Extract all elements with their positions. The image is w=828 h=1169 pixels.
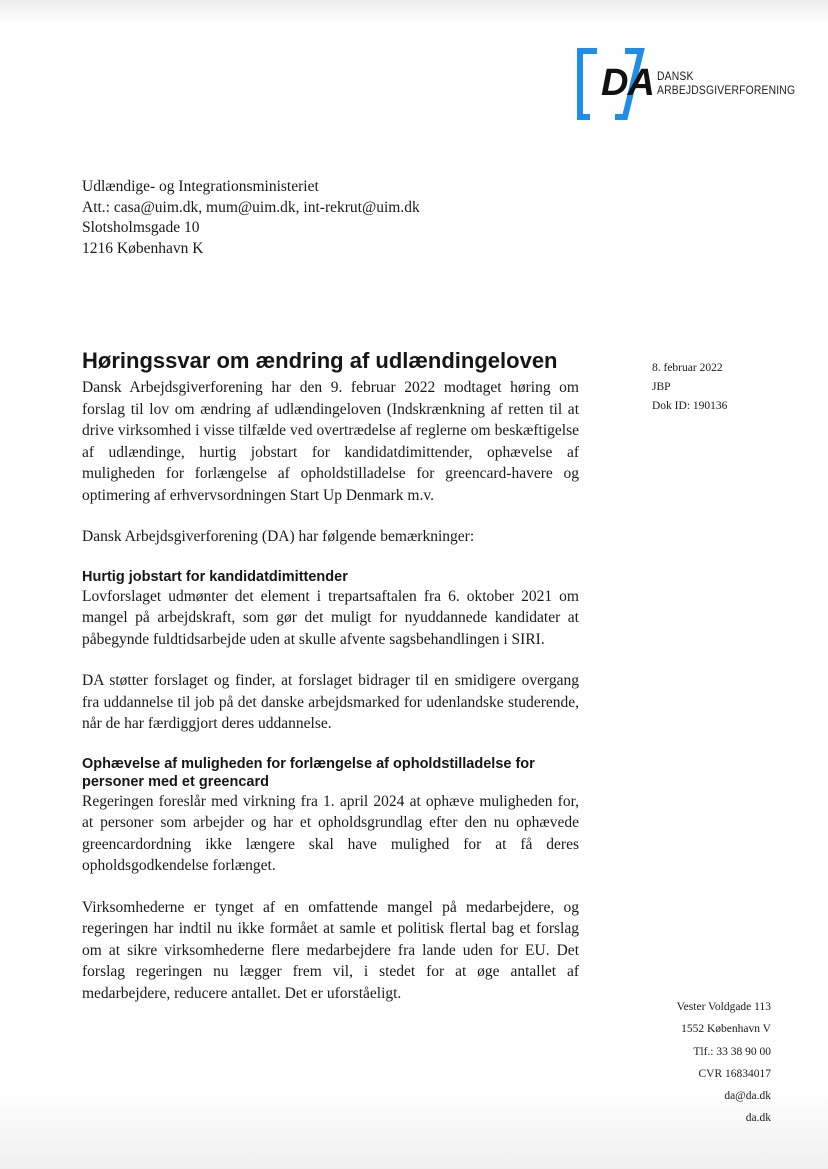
intro-paragraph: Dansk Arbejdsgiverforening har den 9. februar 2022 modtaget høring om forslag til lov om ændring af udlændingeloven (Indskrænkning af retten til at drive virksomhed i visse tilfælde ved overtrædelse af reglerne om beskæftigelse af udlændinge, hurtig jobstart for kandidatdimittender, ophævelse af muligheden for forlængelse af opholdstilladelse for greencard-havere og optimering af erhvervsordningen Start Up Denmark m.v. [82,379,579,504]
recipient-city: 1216 København K [82,239,204,257]
scan-shadow-top [0,0,828,22]
recipient-attention: Att.: casa@uim.dk, mum@uim.dk, int-rekrut@uim.dk [82,198,420,216]
sender-website: da.dk [745,1112,771,1125]
sender-city: 1552 København V [681,1023,771,1036]
section1-heading: Hurtig jobstart for kandidatdimittender [82,568,348,585]
logo-name-line1: DANSK [657,71,694,83]
section2-paragraph2: Virksomhederne er tynget af en omfattende mangel på medarbejdere, og regeringen har indtil nu ikke formået at samle et politisk flertal bag et forslag om at sikre virksomhederne flere medarbejdere fra lande uden for EU. Det forslag regeringen nu lægger frem vil, i stedet for at øge antallet af medarbejdere, reducere antallet. Det er uforståeligt. [82,898,579,1002]
sender-street: Vester Voldgade 113 [676,1001,771,1013]
sender-contact-info [571,996,771,1130]
logo-mark: DA [601,62,654,104]
sender-email: da@da.dk [724,1090,771,1103]
remarks-paragraph: Dansk Arbejdsgiverforening (DA) har følgende bemærkninger: [82,528,475,545]
logo-organization-name [657,70,795,98]
section1-paragraph2: DA støtter forslaget og finder, at forslaget bidrager til en smidigere overgang fra uddannelse til job på det danske arbejdsmarked for udenlandske studerende, når de har færdiggjort deres uddannelse. [82,672,579,732]
recipient-street: Slotsholmsgade 10 [82,219,200,236]
author-initials: JBP [652,381,671,393]
section2-paragraph1: Regeringen foreslår med virkning fra 1. april 2024 at ophæve muligheden for, at personer som arbejder og har et opholdsgrundlag efter den nu ophævede greencardordning ikke længere skal have mulighed for at få deres opholdsgodkendelse forlænget. [82,792,579,874]
document-id: Dok ID: 190136 [652,400,728,412]
document-meta [652,359,727,416]
da-logo [577,48,797,120]
recipient-address [82,177,420,259]
sender-cvr: CVR 16834017 [698,1067,771,1080]
logo-name-line2: ARBEJDSGIVERFORENING [657,85,796,97]
document-date: 8. februar 2022 [652,362,723,374]
sender-phone: Tlf.: 33 38 90 00 [693,1045,771,1058]
section1-paragraph1: Lovforslaget udmønter det element i trepartsaftalen fra 6. oktober 2021 om mangel på arbejdskraft, som gør det muligt for nyuddannede kandidater at påbegynde fuldtidsarbejde uden at skulle afvente sagsbehandlingen i SIRI. [82,587,579,648]
recipient-name: Udlændige- og Integrationsministeriet [82,178,319,195]
letter-body [82,348,579,1004]
document-title: Høringssvar om ændring af udlændingeloven [82,348,558,373]
section2-heading: Ophævelse af muligheden for forlængelse af opholdstilladelse for personer med et greencard [82,755,535,790]
